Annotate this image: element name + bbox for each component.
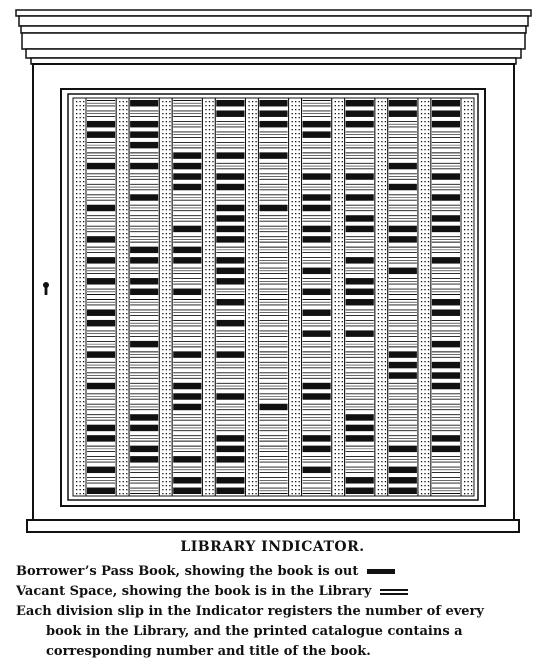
solid-bar-icon (367, 569, 395, 574)
indicator-column (388, 98, 418, 496)
double-line-icon (380, 589, 408, 595)
dotted-divider-strip (289, 98, 302, 496)
dotted-divider-strip (332, 98, 345, 496)
indicator-column (302, 98, 332, 496)
dotted-divider-strip (159, 98, 172, 496)
dotted-divider-strip (202, 98, 215, 496)
indicator-column (172, 98, 202, 496)
dotted-divider-strip (245, 98, 258, 496)
description-line-3: corresponding number and title of the book. (46, 644, 371, 659)
cabinet-base (27, 520, 519, 532)
dotted-divider-strip (375, 98, 388, 496)
dotted-divider-strip (73, 98, 86, 496)
indicator-column (345, 98, 375, 496)
indicator-column (215, 98, 245, 496)
legend-in (16, 584, 408, 599)
dotted-divider-strip (418, 98, 431, 496)
indicator-column (258, 98, 288, 496)
indicator-column (86, 98, 116, 496)
description-line-2: book in the Library, and the printed catalogue contains a (46, 624, 463, 639)
indicator-column (431, 98, 461, 496)
indicator-grid (73, 98, 474, 496)
dotted-divider-strip (116, 98, 129, 496)
dotted-divider-strip (461, 98, 474, 496)
indicator-column (129, 98, 159, 496)
legend-out-label: Borrower’s Pass Book, showing the book is out (16, 564, 359, 579)
legend-in-label: Vacant Space, showing the book is in the Library (16, 584, 372, 599)
cabinet-cornice (16, 10, 531, 64)
caption-title: LIBRARY INDICATOR. (180, 539, 365, 555)
legend-out (16, 564, 395, 579)
description-line-1: Each division slip in the Indicator registers the number of every (16, 604, 484, 619)
